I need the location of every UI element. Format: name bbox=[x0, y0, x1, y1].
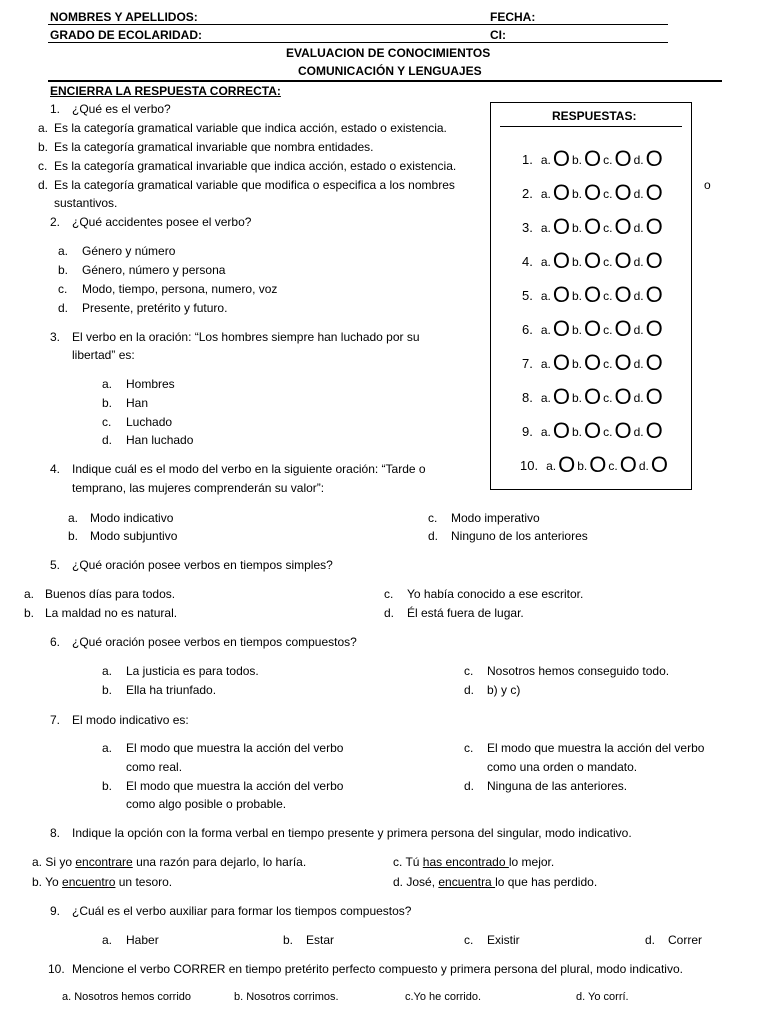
question-text: ¿Qué accidentes posee el verbo? bbox=[72, 215, 252, 229]
question-number: 4. bbox=[50, 462, 61, 476]
question-number: 10. bbox=[48, 962, 65, 976]
option-text: Ninguna de las anteriores. bbox=[487, 779, 628, 793]
option-letter: b. bbox=[24, 606, 35, 620]
answer-bubble[interactable]: O bbox=[552, 282, 570, 307]
option-letter: a. bbox=[38, 121, 49, 135]
question-number: 7. bbox=[50, 713, 61, 727]
option-letter: a. bbox=[58, 244, 69, 258]
option-letter: b. bbox=[102, 683, 113, 697]
answer-bubble[interactable]: O bbox=[645, 214, 663, 239]
answer-bubble[interactable]: O bbox=[645, 248, 663, 273]
option-letter: a. bbox=[102, 933, 113, 947]
option-letter: c. bbox=[38, 159, 48, 173]
option-text: Buenos días para todos. bbox=[45, 587, 176, 601]
option-letter: c. bbox=[464, 933, 474, 947]
answer-bubble[interactable]: O bbox=[645, 316, 663, 341]
answer-option-letter: a. bbox=[546, 459, 557, 473]
option-letter: d. bbox=[102, 433, 113, 447]
option-text: Existir bbox=[487, 933, 520, 947]
answer-option-letter: c. bbox=[603, 425, 613, 439]
answer-row-number: 7. bbox=[522, 356, 533, 371]
names-label: NOMBRES Y APELLIDOS: bbox=[50, 10, 198, 24]
option-letter: c. bbox=[464, 664, 474, 678]
question-text: ¿Qué oración posee verbos en tiempos compuestos? bbox=[72, 635, 357, 649]
answer-option-letter: a. bbox=[540, 357, 551, 371]
option-text: La justicia es para todos. bbox=[126, 664, 259, 678]
option-letter: c. bbox=[384, 587, 394, 601]
option-letter: d. bbox=[38, 178, 49, 192]
option-letter: a. bbox=[68, 511, 79, 525]
answer-bubble[interactable]: O bbox=[614, 350, 632, 375]
answer-option-letter: c. bbox=[603, 357, 613, 371]
option-a: a. Si yo encontrare una razón para dejarlo, lo haría. bbox=[32, 855, 307, 869]
answer-option-letter: d. bbox=[633, 221, 644, 235]
answer-bubble[interactable]: O bbox=[584, 248, 602, 273]
answer-row-number: 4. bbox=[522, 254, 533, 269]
answer-option-letter: d. bbox=[633, 425, 644, 439]
option-text: El modo que muestra la acción del verbo bbox=[487, 741, 705, 755]
answer-option-letter: a. bbox=[540, 187, 551, 201]
answer-option-letter: b. bbox=[571, 425, 582, 439]
header-line-3 bbox=[48, 80, 722, 82]
answer-bubble[interactable]: O bbox=[614, 384, 632, 409]
option-text: Hombres bbox=[126, 377, 175, 391]
answer-option-letter: d. bbox=[633, 323, 644, 337]
option-letter: a. bbox=[102, 377, 113, 391]
answer-bubble[interactable]: O bbox=[552, 350, 570, 375]
question-text: Indique cuál es el modo del verbo en la siguiente oración: “Tarde o bbox=[72, 462, 426, 476]
answer-bubble[interactable]: O bbox=[584, 418, 602, 443]
option-letter: b. bbox=[58, 263, 69, 277]
option-text: Correr bbox=[668, 933, 703, 947]
answer-bubble[interactable]: O bbox=[584, 214, 602, 239]
answer-bubble[interactable]: O bbox=[589, 452, 607, 477]
option-text: Modo indicativo bbox=[90, 511, 174, 525]
instruction: ENCIERRA LA RESPUESTA CORRECTA: bbox=[50, 84, 281, 98]
answer-option-letter: b. bbox=[571, 391, 582, 405]
option-text: Él está fuera de lugar. bbox=[407, 606, 524, 620]
option-text: d. Yo corrí. bbox=[576, 991, 629, 1003]
answer-bubble[interactable]: O bbox=[650, 452, 668, 477]
option-text: Modo, tiempo, persona, numero, voz bbox=[82, 282, 278, 296]
answer-bubble[interactable]: O bbox=[584, 282, 602, 307]
answer-row bbox=[522, 148, 665, 170]
question-text: El modo indicativo es: bbox=[72, 713, 189, 727]
option-text: Es la categoría gramatical variable que indica acción, estado o existencia. bbox=[54, 121, 447, 135]
question-number: 1. bbox=[50, 102, 61, 116]
answer-bubble[interactable]: O bbox=[645, 418, 663, 443]
answer-bubble[interactable]: O bbox=[552, 316, 570, 341]
answer-row bbox=[520, 454, 670, 476]
option-text: Luchado bbox=[126, 415, 173, 429]
option-text: Género, número y persona bbox=[82, 263, 226, 277]
answer-option-letter: a. bbox=[540, 153, 551, 167]
answer-option-letter: a. bbox=[540, 289, 551, 303]
answer-bubble[interactable]: O bbox=[614, 418, 632, 443]
option-text: c.Yo he corrido. bbox=[405, 991, 482, 1003]
answer-row-number: 5. bbox=[522, 288, 533, 303]
option-text: a. Nosotros hemos corrido bbox=[62, 991, 191, 1003]
answer-bubble[interactable]: O bbox=[584, 384, 602, 409]
answer-row-number: 3. bbox=[522, 220, 533, 235]
answer-option-letter: b. bbox=[571, 187, 582, 201]
answer-row bbox=[522, 284, 665, 306]
answer-bubble[interactable]: O bbox=[645, 146, 663, 171]
question-text: Mencione el verbo CORRER en tiempo pretérito perfecto compuesto y primera persona del plural, modo indicativo. bbox=[72, 962, 683, 976]
option-letter: a. bbox=[24, 587, 35, 601]
question-text: ¿Qué es el verbo? bbox=[72, 102, 171, 116]
answer-row bbox=[522, 216, 665, 238]
answer-option-letter: c. bbox=[603, 391, 613, 405]
answer-bubble[interactable]: O bbox=[645, 384, 663, 409]
option-text: Presente, pretérito y futuro. bbox=[82, 301, 228, 315]
option-text: Yo había conocido a ese escritor. bbox=[407, 587, 584, 601]
option-letter: d. bbox=[464, 779, 475, 793]
answer-bubble[interactable]: O bbox=[614, 146, 632, 171]
title-line-1: EVALUACION DE CONOCIMIENTOS bbox=[286, 46, 491, 60]
answer-option-letter: c. bbox=[608, 459, 618, 473]
answer-option-letter: c. bbox=[603, 289, 613, 303]
answer-option-letter: c. bbox=[603, 153, 613, 167]
answer-option-letter: d. bbox=[633, 153, 644, 167]
answer-bubble[interactable]: O bbox=[552, 248, 570, 273]
option-text: Nosotros hemos conseguido todo. bbox=[487, 664, 670, 678]
option-text: Ninguno de los anteriores bbox=[451, 529, 588, 543]
answer-option-letter: b. bbox=[571, 323, 582, 337]
answer-option-letter: d. bbox=[638, 459, 649, 473]
question-number: 2. bbox=[50, 215, 61, 229]
option-text: La maldad no es natural. bbox=[45, 606, 178, 620]
answer-option-letter: b. bbox=[571, 357, 582, 371]
answer-row bbox=[522, 182, 665, 204]
answer-bubble[interactable]: O bbox=[552, 214, 570, 239]
question-text: ¿Qué oración posee verbos en tiempos simples? bbox=[72, 558, 333, 572]
option-text: b) y c) bbox=[487, 683, 521, 697]
answer-option-letter: a. bbox=[540, 391, 551, 405]
stray-mark: o bbox=[704, 178, 711, 192]
answer-option-letter: c. bbox=[603, 187, 613, 201]
grade-label: GRADO DE ECOLARIDAD: bbox=[50, 28, 202, 42]
option-letter: b. bbox=[38, 140, 49, 154]
answer-option-letter: c. bbox=[603, 221, 613, 235]
question-number: 5. bbox=[50, 558, 61, 572]
answer-option-letter: b. bbox=[571, 289, 582, 303]
option-letter: c. bbox=[102, 415, 112, 429]
option-text: El modo que muestra la acción del verbo bbox=[126, 741, 344, 755]
option-letter: c. bbox=[58, 282, 68, 296]
answer-row-number: 2. bbox=[522, 186, 533, 201]
option-letter: d. bbox=[428, 529, 439, 543]
answer-option-letter: a. bbox=[540, 425, 551, 439]
option-letter: d. bbox=[384, 606, 395, 620]
option-c: c. Tú has encontrado lo mejor. bbox=[393, 855, 555, 869]
answer-bubble[interactable]: O bbox=[645, 180, 663, 205]
title-line-2: COMUNICACIÓN Y LENGUAJES bbox=[298, 64, 482, 78]
answers-title-underline bbox=[500, 126, 682, 127]
answer-row-number: 8. bbox=[522, 390, 533, 405]
answer-bubble[interactable]: O bbox=[552, 180, 570, 205]
option-text-cont: como una orden o mandato. bbox=[487, 760, 638, 774]
answer-row bbox=[522, 352, 665, 374]
option-letter: c. bbox=[464, 741, 474, 755]
answer-bubble[interactable]: O bbox=[584, 146, 602, 171]
answer-bubble[interactable]: O bbox=[614, 180, 632, 205]
option-text: Ella ha triunfado. bbox=[126, 683, 217, 697]
answer-bubble[interactable]: O bbox=[558, 452, 576, 477]
answer-option-letter: b. bbox=[571, 255, 582, 269]
answer-bubble[interactable]: O bbox=[614, 282, 632, 307]
option-letter: d. bbox=[58, 301, 69, 315]
option-letter: a. bbox=[102, 741, 113, 755]
option-text: Es la categoría gramatical variable que modifica o especifica a los nombres bbox=[54, 178, 455, 192]
answer-bubble[interactable]: O bbox=[614, 316, 632, 341]
answers-title: RESPUESTAS: bbox=[552, 109, 637, 123]
answer-row bbox=[522, 420, 665, 442]
question-text: El verbo en la oración: “Los hombres siempre han luchado por su bbox=[72, 330, 420, 344]
option-letter: b. bbox=[68, 529, 79, 543]
answer-row-number: 9. bbox=[522, 424, 533, 439]
answer-bubble[interactable]: O bbox=[552, 146, 570, 171]
answer-row bbox=[522, 250, 665, 272]
answer-option-letter: d. bbox=[633, 289, 644, 303]
answer-option-letter: a. bbox=[540, 323, 551, 337]
answer-bubble[interactable]: O bbox=[614, 248, 632, 273]
answer-option-letter: d. bbox=[633, 255, 644, 269]
option-text: Modo subjuntivo bbox=[90, 529, 178, 543]
answer-option-letter: a. bbox=[540, 221, 551, 235]
answer-option-letter: b. bbox=[571, 221, 582, 235]
question-number: 6. bbox=[50, 635, 61, 649]
answer-option-letter: d. bbox=[633, 357, 644, 371]
answer-row-number: 6. bbox=[522, 322, 533, 337]
question-number: 8. bbox=[50, 826, 61, 840]
question-text: ¿Cuál es el verbo auxiliar para formar los tiempos compuestos? bbox=[72, 904, 412, 918]
option-letter: b. bbox=[102, 779, 113, 793]
header-line-1 bbox=[48, 24, 668, 25]
option-text: Es la categoría gramatical invariable que indica acción, estado o existencia. bbox=[54, 159, 457, 173]
option-text: b. Nosotros corrimos. bbox=[234, 991, 339, 1003]
option-b: b. Yo encuentro un tesoro. bbox=[32, 875, 173, 889]
answer-bubble[interactable]: O bbox=[552, 384, 570, 409]
answer-option-letter: c. bbox=[603, 323, 613, 337]
answer-row bbox=[522, 386, 665, 408]
question-text-cont: temprano, las mujeres comprenderán su valor”: bbox=[72, 481, 325, 495]
question-text-cont: libertad” es: bbox=[72, 348, 135, 362]
question-number: 9. bbox=[50, 904, 61, 918]
answer-bubble[interactable]: O bbox=[584, 350, 602, 375]
option-text: Estar bbox=[306, 933, 335, 947]
option-text: Han bbox=[126, 396, 149, 410]
answer-option-letter: d. bbox=[633, 187, 644, 201]
answer-bubble[interactable]: O bbox=[552, 418, 570, 443]
answer-row bbox=[522, 318, 665, 340]
question-text: Indique la opción con la forma verbal en tiempo presente y primera persona del singular, modo indicativo. bbox=[72, 826, 632, 840]
option-letter: d. bbox=[464, 683, 475, 697]
option-text-cont: como algo posible o probable. bbox=[126, 797, 287, 811]
option-text: Modo imperativo bbox=[451, 511, 540, 525]
answer-bubble[interactable]: O bbox=[645, 282, 663, 307]
answer-option-letter: d. bbox=[633, 391, 644, 405]
option-d: d. José, encuentra lo que has perdido. bbox=[393, 875, 598, 889]
answer-option-letter: c. bbox=[603, 255, 613, 269]
answer-bubble[interactable]: O bbox=[619, 452, 637, 477]
answer-bubble[interactable]: O bbox=[614, 214, 632, 239]
date-label: FECHA: bbox=[490, 10, 536, 24]
answer-bubble[interactable]: O bbox=[584, 316, 602, 341]
answer-option-letter: b. bbox=[577, 459, 588, 473]
answer-option-letter: b. bbox=[571, 153, 582, 167]
answer-row-number: 1. bbox=[522, 152, 533, 167]
option-letter: b. bbox=[102, 396, 113, 410]
question-number: 3. bbox=[50, 330, 61, 344]
option-text: Haber bbox=[126, 933, 159, 947]
option-text-cont: sustantivos. bbox=[54, 196, 118, 210]
option-text: El modo que muestra la acción del verbo bbox=[126, 779, 344, 793]
option-text: Es la categoría gramatical invariable que nombra entidades. bbox=[54, 140, 374, 154]
header-line-2 bbox=[48, 42, 668, 43]
option-text: Género y número bbox=[82, 244, 176, 258]
answer-bubble[interactable]: O bbox=[645, 350, 663, 375]
option-letter: a. bbox=[102, 664, 113, 678]
option-text-cont: como real. bbox=[126, 760, 183, 774]
ci-label: CI: bbox=[490, 28, 506, 42]
option-text: Han luchado bbox=[126, 433, 194, 447]
answer-bubble[interactable]: O bbox=[584, 180, 602, 205]
answer-row-number: 10. bbox=[520, 458, 539, 473]
option-letter: d. bbox=[645, 933, 656, 947]
option-letter: c. bbox=[428, 511, 438, 525]
answer-option-letter: a. bbox=[540, 255, 551, 269]
option-letter: b. bbox=[283, 933, 294, 947]
